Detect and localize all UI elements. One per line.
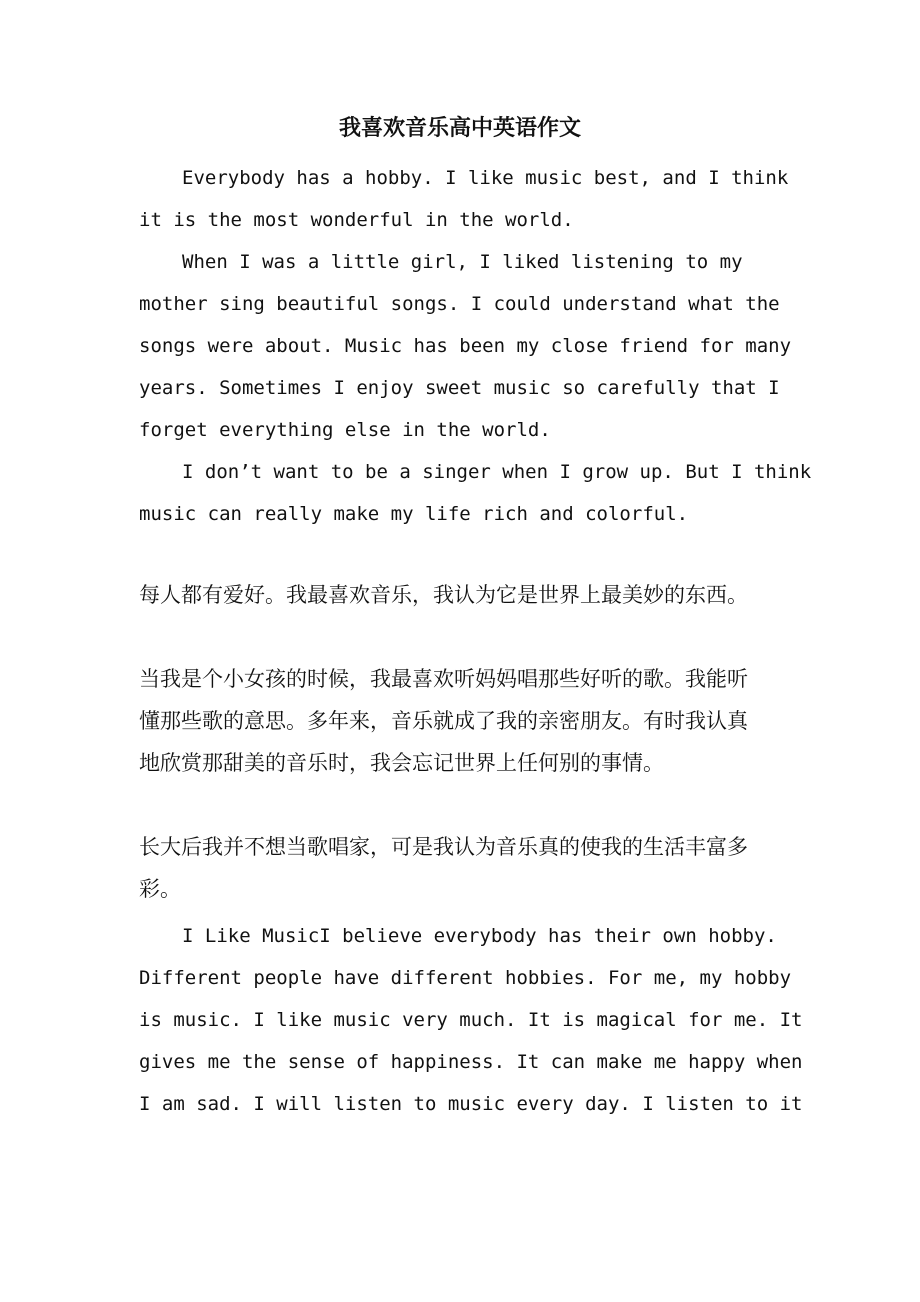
text-line: When I was a little girl, I liked listening to my — [182, 251, 743, 273]
text-line: songs were about. Music has been my close friend for many — [139, 335, 792, 357]
text-line: it is the most wonderful in the world. — [139, 209, 574, 231]
text-line: 地欣赏那甜美的音乐时，我会忘记世界上任何别的事情。 — [139, 751, 664, 775]
text-line: mother sing beautiful songs. I could understand what the — [139, 293, 780, 315]
text-line: 懂那些歌的意思。多年来，音乐就成了我的亲密朋友。有时我认真 — [139, 709, 748, 733]
text-line: years. Sometimes I enjoy sweet music so carefully that I — [139, 377, 780, 399]
document-title: 我喜欢音乐高中英语作文 — [338, 115, 581, 141]
text-line: 彩。 — [139, 877, 181, 901]
text-line: 当我是个小女孩的时候，我最喜欢听妈妈唱那些好听的歌。我能听 — [139, 667, 748, 691]
text-line: forget everything else in the world. — [139, 419, 551, 441]
text-line: 长大后我并不想当歌唱家，可是我认为音乐真的使我的生活丰富多 — [139, 835, 748, 859]
text-line: I don’t want to be a singer when I grow up. But I think — [182, 461, 812, 483]
text-line: Everybody has a hobby. I like music best, and I think — [182, 167, 789, 189]
text-line: music can really make my life rich and colorful. — [139, 503, 689, 525]
text-line: I am sad. I will listen to music every day. I listen to it — [139, 1093, 803, 1115]
text-line: gives me the sense of happiness. It can make me happy when — [139, 1051, 803, 1073]
text-line: I Like MusicI believe everybody has their own hobby. — [182, 925, 777, 947]
text-line: 每人都有爱好。我最喜欢音乐，我认为它是世界上最美妙的东西。 — [139, 583, 748, 607]
text-line: Different people have different hobbies. For me, my hobby — [139, 967, 792, 989]
text-line: is music. I like music very much. It is magical for me. It — [139, 1009, 803, 1031]
